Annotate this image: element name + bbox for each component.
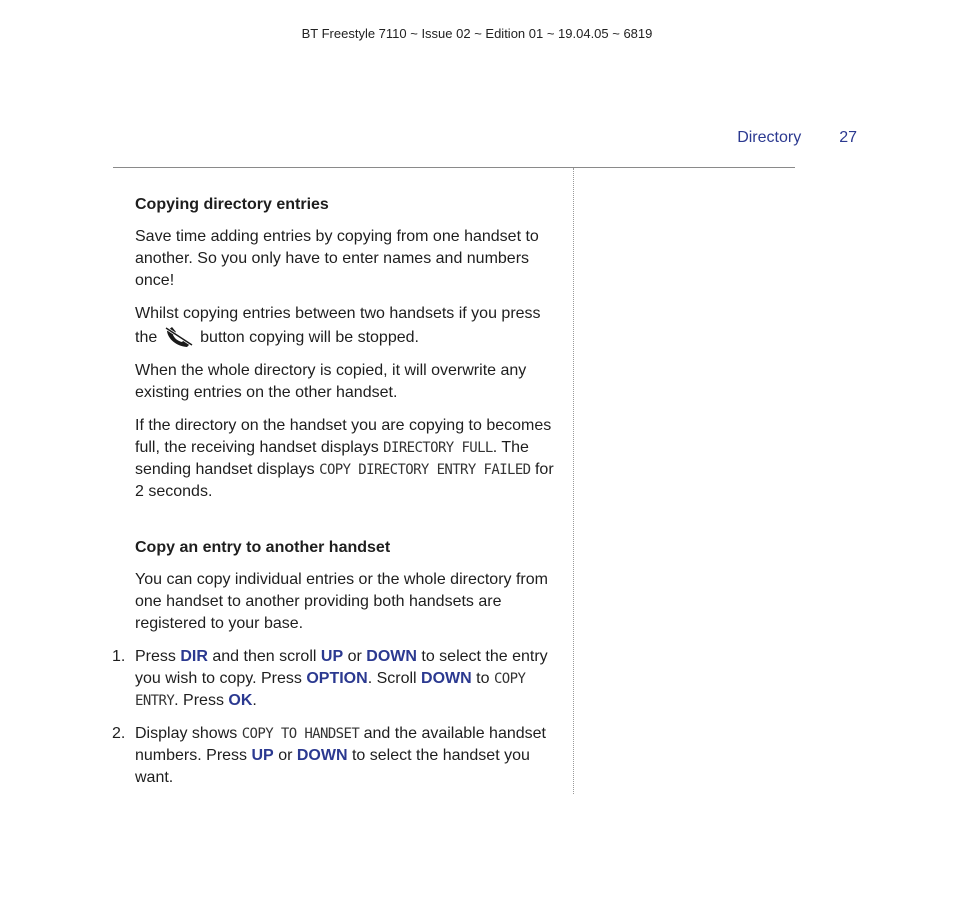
section-title: Directory xyxy=(737,129,802,146)
text: . Press xyxy=(174,692,224,709)
key-label: DOWN xyxy=(296,747,348,764)
text: . The sending handset displays xyxy=(135,439,529,478)
text: Whilst copying entries between two handsets if you press the xyxy=(135,305,541,346)
key-label: OK xyxy=(228,692,253,709)
step-1 xyxy=(112,646,561,712)
text: or xyxy=(278,747,293,764)
text: or xyxy=(347,648,362,665)
text: to select the entry you wish to copy. Press xyxy=(135,648,548,687)
text: If the directory on the handset you are copying to becomes full, the receiving handset displays xyxy=(135,417,552,456)
text: for 2 seconds. xyxy=(135,461,554,500)
text: button copying will be stopped. xyxy=(200,329,419,346)
display-text: COPY DIRECTORY ENTRY FAILED xyxy=(319,462,531,478)
page-number: 27 xyxy=(839,129,857,146)
paragraph-copy-intro: You can copy individual entries or the whole directory from one handset to another providing both handsets are registered to your base. xyxy=(135,571,548,632)
paragraph-overwrite: When the whole directory is copied, it will overwrite any existing entries on the other handset. xyxy=(135,362,527,401)
end-call-icon xyxy=(164,325,194,347)
steps-list xyxy=(112,646,561,789)
column-divider xyxy=(573,168,574,794)
spacer xyxy=(135,514,561,537)
step-2 xyxy=(112,723,561,789)
display-text: DIRECTORY FULL xyxy=(383,440,493,456)
key-label: DOWN xyxy=(366,648,417,665)
text: Press xyxy=(135,648,176,665)
step-number: 2. xyxy=(112,725,126,742)
display-text: COPY ENTRY xyxy=(135,671,526,709)
key-label: DIR xyxy=(180,648,208,665)
main-column xyxy=(112,194,561,800)
text: . Scroll xyxy=(367,670,417,687)
heading-copying-entries: Copying directory entries xyxy=(135,196,329,213)
text: to xyxy=(476,670,490,687)
key-label: UP xyxy=(320,648,344,665)
step-number: 1. xyxy=(112,648,126,665)
print-header: BT Freestyle 7110 ~ Issue 02 ~ Edition 01 ~ 19.04.05 ~ 6819 xyxy=(301,26,653,41)
text: . xyxy=(252,692,257,709)
running-head xyxy=(737,129,857,147)
text: Display shows xyxy=(135,725,238,742)
display-text: COPY TO HANDSET xyxy=(241,726,360,742)
key-label: DOWN xyxy=(421,670,472,687)
text: to select the handset you want. xyxy=(135,747,530,786)
paragraph-intro: Save time adding entries by copying from one handset to another. So you only have to enter names and numbers once! xyxy=(135,228,539,289)
heading-copy-entry: Copy an entry to another handset xyxy=(135,539,391,556)
key-label: UP xyxy=(251,747,274,764)
text: and the available handset numbers. Press xyxy=(135,725,546,764)
paragraph-directory-full xyxy=(135,415,561,503)
paragraph-end-button xyxy=(135,303,561,349)
text: and then scroll xyxy=(212,648,317,665)
key-label: OPTION xyxy=(306,670,368,687)
header-rule xyxy=(113,167,795,168)
